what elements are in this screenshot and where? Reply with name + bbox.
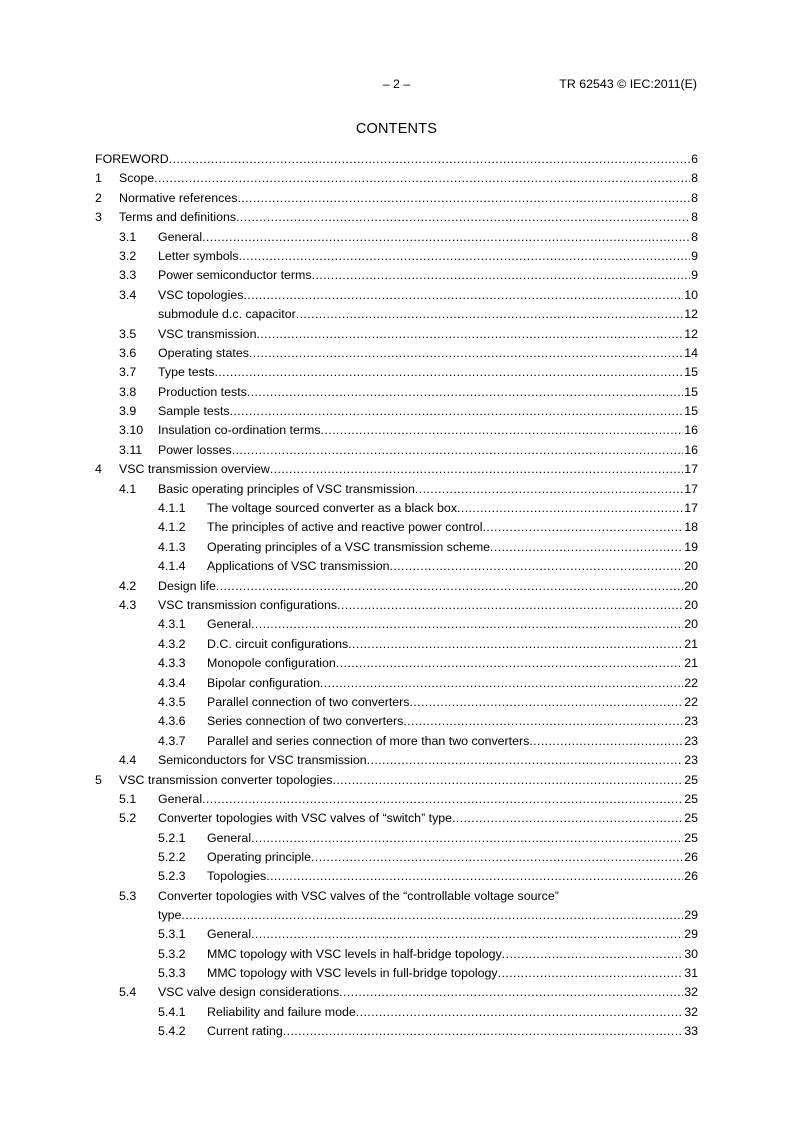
toc-entry[interactable] — [95, 983, 698, 1002]
toc-entry-title: Reliability and failure mode — [207, 1004, 356, 1019]
toc-entry[interactable] — [95, 635, 698, 654]
toc-entry-number: 5.3.2 — [158, 946, 186, 961]
toc-dot-leader — [312, 267, 691, 284]
toc-entry-title: General — [207, 927, 252, 942]
toc-entry-number: 3.2 — [119, 248, 137, 263]
toc-entry[interactable] — [95, 208, 698, 227]
toc-entry-number: 5.3.3 — [158, 966, 186, 981]
toc-entry-page: 23 — [684, 714, 698, 729]
toc-entry-page: 20 — [684, 597, 698, 612]
toc-entry-page: 12 — [684, 326, 698, 341]
toc-entry[interactable] — [95, 596, 698, 615]
toc-entry[interactable] — [95, 732, 698, 751]
toc-entry[interactable] — [95, 189, 698, 208]
toc-entry-title: Topologies — [207, 869, 267, 884]
toc-entry-title: Type tests — [158, 365, 215, 380]
toc-entry[interactable] — [95, 363, 698, 382]
toc-entry-page: 16 — [684, 442, 698, 457]
toc-entry-number: 4.3.1 — [158, 617, 186, 632]
toc-entry-page: 18 — [684, 520, 698, 535]
toc-entry-number: 3 — [95, 210, 102, 225]
toc-dot-leader — [415, 481, 683, 498]
toc-dot-leader — [202, 791, 683, 808]
toc-dot-leader — [339, 984, 683, 1001]
toc-entry-title: The voltage sourced converter as a black box — [207, 501, 458, 516]
toc-entry-page: 29 — [684, 908, 698, 923]
toc-entry[interactable] — [95, 615, 698, 634]
toc-entry[interactable] — [95, 577, 698, 596]
toc-entry-title: VSC transmission converter topologies — [119, 772, 333, 787]
toc-entry-title: Semiconductors for VSC transmission — [158, 753, 367, 768]
toc-entry-page: 16 — [684, 423, 698, 438]
toc-entry[interactable] — [95, 945, 698, 964]
toc-dot-leader — [202, 229, 690, 246]
toc-entry-number: 4.3.6 — [158, 714, 186, 729]
toc-entry-page: 9 — [691, 268, 698, 283]
toc-entry-page: 25 — [684, 791, 698, 806]
toc-entry-number: 3.4 — [119, 287, 137, 302]
toc-dot-leader — [321, 422, 684, 439]
toc-entry[interactable] — [95, 169, 698, 188]
toc-dot-leader — [336, 655, 683, 672]
toc-dot-leader — [251, 616, 683, 633]
toc-dot-leader — [230, 403, 684, 420]
toc-entry-number: 3.8 — [119, 384, 137, 399]
toc-entry-title: Normative references — [119, 190, 238, 205]
toc-dot-leader — [239, 248, 691, 265]
toc-entry-number: 3.11 — [119, 442, 143, 457]
toc-entry-title: Applications of VSC transmission — [207, 559, 390, 574]
toc-entry-number: 1 — [95, 171, 102, 186]
toc-entry-page: 21 — [684, 656, 698, 671]
toc-dot-leader — [502, 946, 683, 963]
toc-entry[interactable] — [95, 247, 698, 266]
toc-entry-number: 4 — [95, 462, 102, 477]
toc-dot-leader — [457, 500, 683, 517]
toc-dot-leader — [283, 1023, 683, 1040]
toc-entry-number: 4.1.1 — [158, 501, 186, 516]
contents-title: CONTENTS — [355, 121, 438, 137]
toc-entry-page: 32 — [684, 985, 698, 1000]
toc-entry-page: 9 — [691, 248, 698, 263]
toc-dot-leader — [410, 694, 684, 711]
toc-entry-number: 4.1.3 — [158, 539, 186, 554]
toc-entry[interactable] — [95, 266, 698, 285]
toc-entry-number: 3.1 — [119, 229, 137, 244]
toc-entry-number: 4.3.4 — [158, 675, 186, 690]
toc-entry-page: 14 — [684, 345, 698, 360]
toc-entry[interactable] — [95, 518, 698, 537]
toc-entry[interactable] — [95, 383, 698, 402]
toc-entry[interactable] — [95, 654, 698, 673]
toc-entry-number: 5.2.1 — [158, 830, 186, 845]
toc-dot-leader — [270, 461, 683, 478]
toc-dot-leader — [390, 558, 684, 575]
toc-entry-title: General — [158, 229, 203, 244]
toc-entry-title: Parallel and series connection of more than two converters — [207, 733, 530, 748]
toc-entry[interactable] — [95, 848, 698, 867]
toc-entry[interactable] — [95, 150, 698, 169]
toc-entry[interactable] — [95, 771, 698, 790]
toc-entry-number: 3.3 — [119, 268, 137, 283]
toc-entry-page: 30 — [684, 946, 698, 961]
toc-dot-leader — [216, 578, 683, 595]
toc-entry-number: 4.2 — [119, 578, 137, 593]
toc-entry-number: 5.3.1 — [158, 927, 186, 942]
toc-entry-number: 3.5 — [119, 326, 137, 341]
toc-entry-page: 6 — [691, 152, 698, 166]
toc-entry-title: Converter topologies with VSC valves of “switch” type — [158, 811, 453, 826]
toc-entry[interactable] — [95, 751, 698, 770]
toc-dot-leader — [356, 1004, 683, 1021]
toc-entry-page: 8 — [691, 210, 698, 225]
toc-entry-title: VSC transmission — [158, 326, 257, 341]
toc-entry-number: 3.9 — [119, 404, 137, 419]
toc-dot-leader — [243, 287, 683, 304]
toc-entry[interactable] — [95, 499, 698, 518]
toc-entry-title: Bipolar configuration — [207, 675, 320, 690]
toc-entry-page: 26 — [684, 850, 698, 865]
toc-entry-page: 23 — [684, 753, 698, 768]
toc-entry-title: Series connection of two converters — [207, 714, 404, 729]
toc-entry-title: VSC transmission configurations — [158, 597, 338, 612]
toc-entry[interactable] — [95, 925, 698, 944]
toc-entry[interactable] — [95, 790, 698, 809]
toc-entry-page: 25 — [684, 772, 698, 787]
toc-dot-leader — [249, 345, 683, 362]
toc-entry-page: 29 — [684, 927, 698, 942]
toc-dot-leader — [452, 810, 683, 827]
toc-dot-leader — [333, 772, 684, 789]
toc-entry-number: 3.7 — [119, 365, 137, 380]
toc-entry-page: 15 — [684, 365, 698, 380]
toc-entry-title: Insulation co-ordination terms — [158, 423, 321, 438]
toc-entry-page: 8 — [691, 229, 698, 244]
toc-entry-number: 5.4.2 — [158, 1024, 186, 1039]
toc-entry-page: 22 — [684, 694, 698, 709]
toc-entry-title: Design life — [158, 578, 216, 593]
toc-entry-page: 26 — [684, 869, 698, 884]
toc-entry-number: 5.2.3 — [158, 869, 186, 884]
toc-entry-title: The principles of active and reactive power control — [207, 520, 483, 535]
toc-entry-number: 5.3 — [119, 888, 137, 903]
toc-entry-page: 15 — [684, 384, 698, 399]
toc-dot-leader — [490, 539, 683, 556]
toc-entry-title: Letter symbols — [158, 248, 239, 263]
toc-dot-leader — [181, 907, 683, 924]
toc-entry-title: submodule d.c. capacitor — [158, 307, 296, 322]
toc-entry[interactable] — [95, 867, 698, 886]
toc-entry-number: 4.3 — [119, 597, 137, 612]
toc-entry-title: MMC topology with VSC levels in half-bridge topology — [207, 946, 502, 961]
toc-entry-number: 4.1.2 — [158, 520, 186, 535]
toc-entry-title: D.C. circuit configurations — [207, 636, 349, 651]
toc-entry-number: 4.3.3 — [158, 656, 186, 671]
toc-entry-page: 15 — [684, 404, 698, 419]
toc-dot-leader — [237, 190, 690, 207]
toc-entry-title: Operating principles of a VSC transmission scheme — [207, 539, 491, 554]
toc-entry-number: 4.3.7 — [158, 733, 186, 748]
toc-entry-number: 4.1.4 — [158, 559, 186, 574]
toc-dot-leader — [256, 326, 683, 343]
toc-entry[interactable] — [95, 325, 698, 344]
toc-dot-leader — [251, 830, 683, 847]
toc-entry-page: 31 — [684, 966, 698, 981]
toc-dot-leader — [214, 364, 683, 381]
toc-dot-leader — [247, 384, 683, 401]
toc-entry-page: 20 — [684, 559, 698, 574]
toc-dot-leader — [483, 519, 684, 536]
toc-entry-number: 4.3.2 — [158, 636, 186, 651]
toc-dot-leader — [367, 752, 684, 769]
toc-entry-page: 22 — [684, 675, 698, 690]
toc-entry[interactable] — [95, 480, 698, 499]
toc-entry-title-line1: Converter topologies with VSC valves of the “controllable voltage source” — [158, 888, 559, 903]
toc-entry[interactable] — [95, 402, 698, 421]
toc-dot-leader — [251, 926, 683, 943]
toc-entry-page: 17 — [684, 501, 698, 516]
toc-dot-leader — [348, 636, 683, 653]
toc-entry-title: General — [158, 791, 203, 806]
toc-entry-title: Sample tests — [158, 404, 230, 419]
toc-entry-number: 4.1 — [119, 481, 137, 496]
toc-entry-title: VSC topologies — [158, 287, 244, 302]
toc-entry-title: Basic operating principles of VSC transmission — [158, 481, 415, 496]
toc-entry-page: 32 — [684, 1004, 698, 1019]
toc-entry-title: General — [207, 830, 252, 845]
toc-entry-title: MMC topology with VSC levels in full-bridge topology — [207, 966, 498, 981]
toc-entry-page: 25 — [684, 811, 698, 826]
toc-entry-title: Terms and definitions — [119, 210, 237, 225]
toc-dot-leader — [403, 713, 683, 730]
toc-dot-leader — [529, 733, 683, 750]
toc-entry-number: 2 — [95, 190, 102, 205]
toc-entry[interactable] — [95, 1022, 698, 1041]
toc-entry-title: Operating states — [158, 345, 249, 360]
toc-entry-page: 20 — [684, 578, 698, 593]
toc-dot-leader — [169, 151, 690, 168]
toc-entry[interactable] — [95, 693, 698, 712]
toc-entry[interactable] — [95, 344, 698, 363]
toc-dot-leader — [296, 306, 683, 323]
toc-entry-page: 8 — [691, 171, 698, 186]
toc-entry-title: Power losses — [158, 442, 232, 457]
toc-entry-number: 4.3.5 — [158, 694, 186, 709]
toc-entry[interactable] — [95, 1003, 698, 1022]
toc-entry-page: 10 — [684, 287, 698, 302]
toc-entry-title: VSC transmission overview — [119, 462, 270, 477]
toc-entry-number: 3.6 — [119, 345, 137, 360]
toc-entry[interactable] — [95, 305, 698, 324]
toc-dot-leader — [236, 209, 690, 226]
toc-entry[interactable] — [95, 286, 698, 305]
toc-entry-page: 25 — [684, 830, 698, 845]
toc-entry[interactable] — [95, 441, 698, 460]
toc-entry[interactable] — [95, 964, 698, 983]
toc-entry-number: 5 — [95, 772, 102, 787]
toc-entry-title: Scope — [119, 171, 155, 186]
toc-entry-number: 5.4 — [119, 985, 137, 1000]
toc-dot-leader — [232, 442, 684, 459]
toc-entry-page: 23 — [684, 733, 698, 748]
toc-entry-page: 33 — [684, 1024, 698, 1039]
toc-entry-page: 12 — [684, 307, 698, 322]
page-number: – 2 – — [382, 77, 411, 91]
toc-entry[interactable] — [95, 538, 698, 557]
toc-entry[interactable] — [95, 557, 698, 576]
toc-entry[interactable] — [95, 421, 698, 440]
toc-dot-leader — [266, 868, 683, 885]
toc-entry-number: 4.4 — [119, 753, 137, 768]
document-reference: TR 62543 © IEC:2011(E) — [559, 77, 697, 91]
toc-entry[interactable] — [95, 829, 698, 848]
toc-entry-title: VSC valve design considerations — [158, 985, 340, 1000]
toc-entry-number: 3.10 — [119, 423, 144, 438]
toc-entry[interactable] — [95, 228, 698, 247]
toc-entry[interactable] — [95, 887, 698, 925]
toc-entry-page: 20 — [684, 617, 698, 632]
toc-entry-page: 19 — [684, 539, 698, 554]
toc-entry-title: Current rating — [207, 1024, 283, 1039]
toc-entry-page: 8 — [691, 190, 698, 205]
toc-entry-number: 5.1 — [119, 791, 137, 806]
toc-entry-number: 5.2.2 — [158, 850, 186, 865]
toc-entry-page: 21 — [684, 636, 698, 651]
toc-entry[interactable] — [95, 674, 698, 693]
toc-entry-title: Power semiconductor terms — [158, 268, 312, 283]
toc-dot-leader — [337, 597, 683, 614]
toc-entry-number: 5.4.1 — [158, 1004, 186, 1019]
toc-entry-title: FOREWORD — [95, 152, 169, 166]
toc-entry-title: type — [158, 908, 182, 923]
toc-dot-leader — [311, 849, 683, 866]
toc-dot-leader — [320, 675, 683, 692]
toc-entry-title: Production tests — [158, 384, 247, 399]
toc-dot-leader — [498, 965, 684, 982]
table-of-contents — [95, 150, 698, 1042]
toc-entry-page: 17 — [684, 481, 698, 496]
toc-entry[interactable] — [95, 712, 698, 731]
toc-dot-leader — [154, 170, 690, 187]
toc-entry-title: Operating principle — [207, 850, 312, 865]
toc-entry[interactable] — [95, 460, 698, 479]
toc-entry-title: General — [207, 617, 252, 632]
toc-entry-page: 17 — [684, 462, 698, 477]
toc-entry[interactable] — [95, 809, 698, 828]
toc-entry-number: 5.2 — [119, 811, 137, 826]
toc-entry-title: Parallel connection of two converters — [207, 694, 410, 709]
toc-entry-title: Monopole configuration — [207, 656, 336, 671]
